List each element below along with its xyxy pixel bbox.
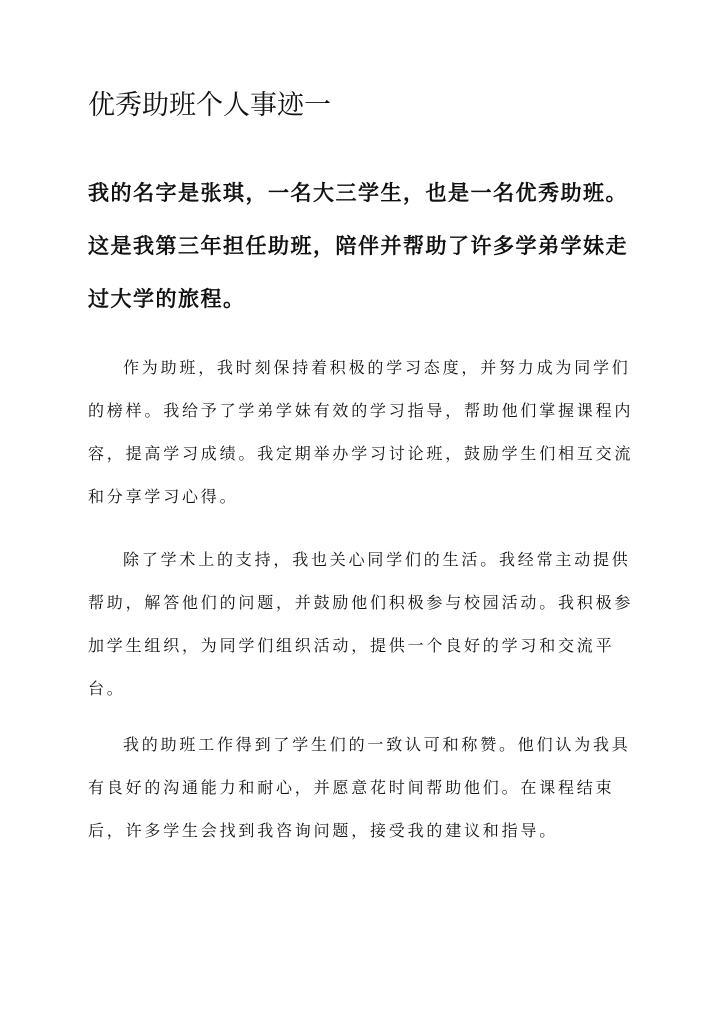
body-paragraph-1: 作为助班，我时刻保持着积极的学习态度，并努力成为同学们的榜样。我给予了学弟学妹有效的学习指导，帮助他们掌握课程内容，提高学习成绩。我定期举办学习讨论班，鼓励学生们相互交流和分享学习心得。 <box>88 358 634 506</box>
document-title: 优秀助班个人事迹一 <box>88 90 331 121</box>
body-paragraph-3: 我的助班工作得到了学生们的一致认可和称赞。他们认为我具有良好的沟通能力和耐心，并愿意花时间帮助他们。在课程结束后，许多学生会找到我咨询问题，接受我的建议和指导。 <box>88 735 631 840</box>
intro-paragraph: 我的名字是张琪，一名大三学生，也是一名优秀助班。这是我第三年担任助班，陪伴并帮助了许多学弟学妹走过大学的旅程。 <box>88 180 628 311</box>
body-paragraph-2: 除了学术上的支持，我也关心同学们的生活。我经常主动提供帮助，解答他们的问题，并鼓励他们积极参与校园活动。我积极参加学生组织，为同学们组织活动，提供一个良好的学习和交流平台。 <box>88 550 634 698</box>
